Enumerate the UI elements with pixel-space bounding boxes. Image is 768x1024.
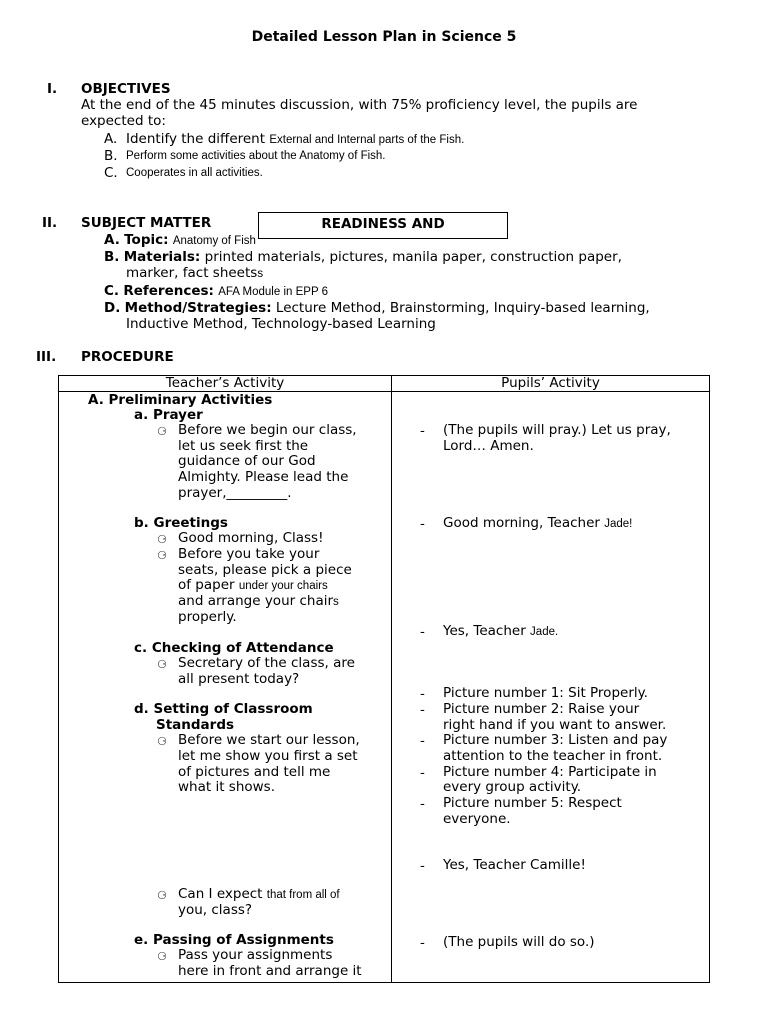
method-row (104, 300, 650, 316)
bullet-icon: ⚆ (157, 889, 167, 902)
assignments-heading: e. Passing of Assignments (134, 932, 334, 948)
standards-line: let me show you first a set (178, 748, 358, 764)
greetings-text-small: s (333, 596, 339, 608)
objective-a-text-1: Identify the different (126, 131, 270, 147)
objective-c-letter: C. (104, 165, 118, 181)
prayer-heading: a. Prayer (134, 407, 203, 423)
procedure-heading: PROCEDURE (81, 349, 174, 365)
bullet-icon: ⚆ (157, 950, 167, 963)
topic-row (104, 232, 256, 249)
materials-letter: B. (104, 249, 120, 265)
dash-icon: - (420, 624, 425, 640)
assignments-line: here in front and arrange it (178, 963, 362, 979)
prayer-line: Almighty. Please lead the (178, 469, 349, 485)
readiness-text-box: READINESS AND (258, 212, 508, 239)
references-value: AFA Module in EPP 6 (218, 286, 328, 298)
subject-heading: SUBJECT MATTER (81, 215, 212, 231)
objective-a (126, 131, 464, 148)
materials-label: Materials: (123, 249, 201, 265)
greetings-heading: b. Greetings (134, 515, 228, 531)
preliminary-heading: A. Preliminary Activities (88, 392, 273, 408)
bullet-icon: ⚆ (157, 425, 167, 438)
expect-line-2: you, class? (178, 902, 253, 918)
standards-line: Before we start our lesson, (178, 732, 360, 748)
dash-icon: - (420, 516, 425, 532)
bullet-icon: ⚆ (157, 533, 167, 546)
greetings-response (443, 516, 632, 533)
attendance-line: all present today? (178, 671, 300, 687)
dash-icon: - (420, 702, 425, 718)
assignments-response: (The pupils will do so.) (443, 934, 595, 950)
picture-response-line: right hand if you want to answer. (443, 717, 667, 733)
procedure-numeral: III. (36, 349, 57, 365)
greetings-text: and arrange your chair (178, 593, 334, 609)
objective-b-text: Perform some activities about the Anatomy of Fish. (126, 150, 386, 162)
references-label: References: (123, 283, 214, 299)
dash-icon: - (420, 765, 425, 781)
procedure-body-row (59, 392, 710, 983)
greetings-line: seats, please pick a piece (178, 562, 352, 578)
standards-heading-2: Standards (156, 717, 235, 733)
greetings-response-name: Jade! (604, 518, 633, 530)
objective-c-text: Cooperates in all activities. (126, 167, 263, 179)
bullet-icon: ⚆ (157, 549, 167, 562)
objectives-intro-line1: At the end of the 45 minutes discussion, with 75% proficiency level, the pupils are (81, 97, 638, 113)
prayer-line: Before we begin our class, (178, 422, 357, 438)
picture-response-line: Picture number 2: Raise your (443, 701, 640, 717)
expect-text: Can I expect (178, 886, 267, 902)
objective-a-letter: A. (104, 131, 118, 147)
materials-value-2-tail: s (257, 268, 264, 280)
topic-label: Topic: (124, 232, 169, 248)
dash-icon: - (420, 733, 425, 749)
greetings-line: properly. (178, 609, 237, 625)
prayer-response-line: (The pupils will pray.) Let us pray, (443, 422, 671, 438)
prayer-response-line: Lord… Amen. (443, 438, 534, 454)
topic-value: Anatomy of Fish (172, 235, 256, 247)
objectives-intro-line2: expected to: (81, 113, 166, 129)
materials-row (104, 249, 622, 265)
bullet-icon: ⚆ (157, 658, 167, 671)
page-title: Detailed Lesson Plan in Science 5 (251, 29, 517, 45)
greetings-text: of paper (178, 577, 239, 593)
dash-icon: - (420, 858, 425, 874)
prayer-line: guidance of our God (178, 453, 316, 469)
expect-text-small: that from all of (266, 889, 340, 901)
teacher-cell (59, 392, 392, 983)
prayer-line: prayer,_________. (178, 485, 292, 501)
chairs-response (443, 624, 558, 641)
objectives-numeral: I. (47, 81, 58, 97)
method-value-2: Inductive Method, Technology-based Learning (126, 316, 436, 332)
chairs-response-text: Yes, Teacher (443, 623, 531, 639)
procedure-table (58, 375, 710, 983)
method-letter: D. (104, 300, 121, 316)
pupils-cell (392, 392, 710, 983)
picture-response-line: every group activity. (443, 779, 582, 795)
bullet-icon: ⚆ (157, 735, 167, 748)
attendance-line: Secretary of the class, are (178, 655, 355, 671)
materials-value: printed materials, pictures, manila paper, construction paper, (204, 249, 622, 265)
dash-icon: - (420, 423, 425, 439)
pupils-activity-header: Pupils’ Activity (392, 376, 710, 392)
standards-line: of pictures and tell me (178, 764, 331, 780)
camille-response: Yes, Teacher Camille! (443, 857, 586, 873)
objectives-heading: OBJECTIVES (81, 81, 171, 97)
standards-line: what it shows. (178, 779, 276, 795)
attendance-heading: c. Checking of Attendance (134, 640, 334, 656)
dash-icon: - (420, 796, 425, 812)
picture-response-line: Picture number 4: Participate in (443, 764, 657, 780)
greetings-response-text: Good morning, Teacher (443, 515, 605, 531)
topic-letter: A. (104, 232, 120, 248)
subject-numeral: II. (42, 215, 58, 231)
dash-icon: - (420, 686, 425, 702)
chairs-response-name: Jade. (530, 626, 559, 638)
dash-icon: - (420, 935, 425, 951)
picture-response-line: Picture number 1: Sit Properly. (443, 685, 648, 701)
materials-value-2: marker, fact sheets (126, 265, 258, 281)
prayer-line: let us seek first the (178, 438, 309, 454)
method-value: Lecture Method, Brainstorming, Inquiry-based learning, (275, 300, 650, 316)
materials-row-2 (126, 265, 263, 282)
picture-response-line: attention to the teacher in front. (443, 748, 663, 764)
objective-a-text-2: External and Internal parts of the Fish. (269, 134, 465, 146)
method-label: Method/Strategies: (124, 300, 272, 316)
standards-heading: d. Setting of Classroom (134, 701, 313, 717)
picture-response-line: everyone. (443, 811, 511, 827)
references-row (104, 283, 328, 300)
picture-response-line: Picture number 3: Listen and pay (443, 732, 668, 748)
picture-response-line: Picture number 5: Respect (443, 795, 622, 811)
teacher-activity-header: Teacher’s Activity (59, 376, 392, 392)
procedure-header-row (59, 376, 710, 392)
assignments-line: Pass your assignments (178, 947, 333, 963)
greetings-line: Before you take your (178, 546, 320, 562)
greetings-line: Good morning, Class! (178, 530, 324, 546)
references-letter: C. (104, 283, 120, 299)
objective-b-letter: B. (104, 148, 118, 164)
greetings-text-small: under your chairs (238, 580, 328, 592)
